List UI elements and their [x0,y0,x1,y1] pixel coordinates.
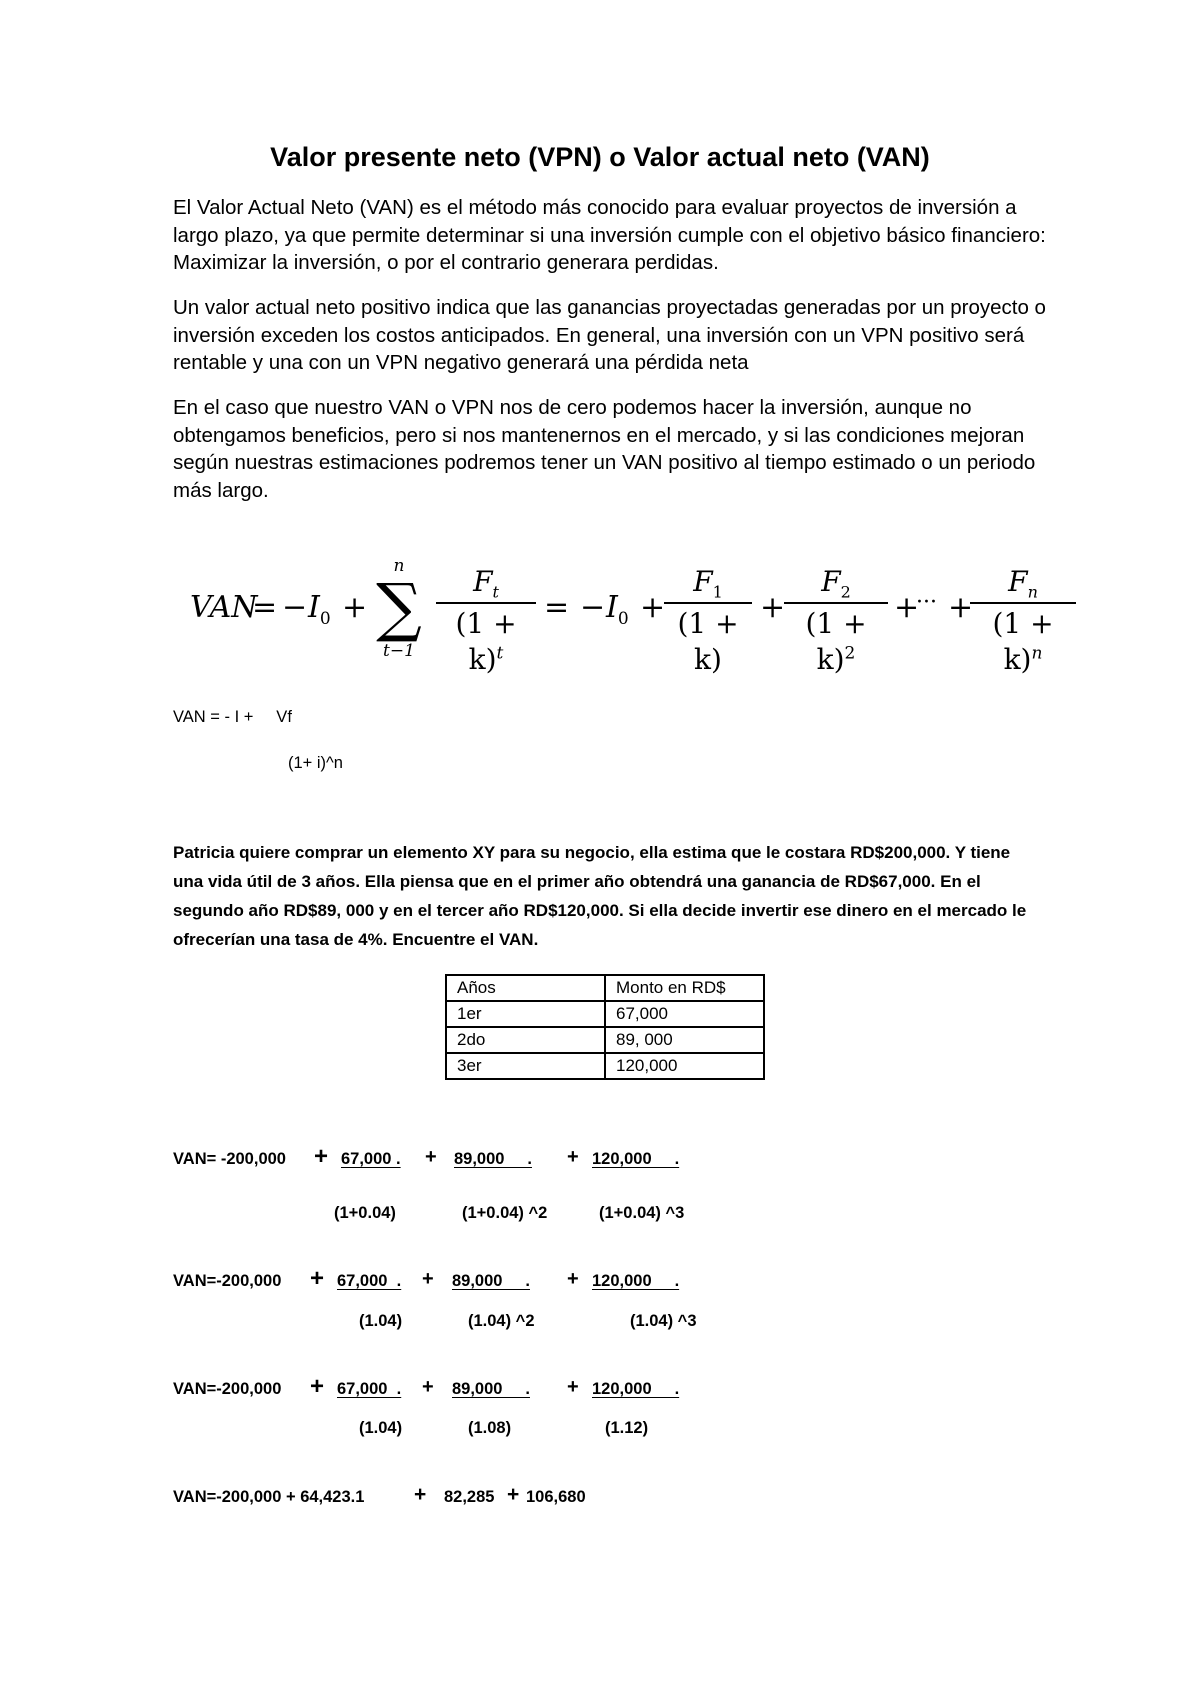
plus-sign: + [567,1376,579,1398]
fn-denominator-exponent: n [1031,643,1043,664]
fraction-f1 [664,564,752,678]
formula-minus-2: − [580,590,606,625]
table-row [446,1001,764,1027]
fraction-fn-numerator [970,564,1076,600]
ft-subscript: t [492,582,499,602]
van-formula [190,556,1054,682]
calc-step-1-num-1: 67,000 . [341,1150,401,1168]
fraction-ft-numerator [436,564,536,600]
calc-step-4-text-1: VAN=-200,000 + 64,423.1 [173,1488,365,1506]
formula-investment-subscript: 0 [319,609,331,629]
calc-step-2-den-2: (1.04) ^2 [468,1312,535,1330]
paragraph-positive-van: Un valor actual neto positivo indica que las ganancias proyectadas generadas por un proyecto o inversión exceden los costos anticipados. En general, una inversión con un VPN positivo será rentable y una con un VPN negativo generará una pérdida neta [173,296,1046,374]
summation [364,557,434,661]
plus-sign: + [414,1483,427,1506]
formula-investment-subscript-2: 0 [617,609,629,629]
table-cell-amount: 89, 000 [605,1027,764,1053]
fn-symbol: F [1008,565,1028,598]
plus-sign: + [425,1146,437,1168]
calc-step-2-num-3: 120,000 . [592,1272,680,1290]
table-cell-amount: 120,000 [605,1053,764,1079]
summation-lower-limit: t−1 [383,641,415,661]
plus-sign: + [567,1146,579,1168]
simple-formula-line2: (1+ i)^n [288,754,343,772]
table-header-amount: Monto en RD$ [605,975,764,1001]
table-cell-year: 2do [446,1027,605,1053]
calc-step-3-den-1: (1.04) [359,1419,403,1437]
calc-step-2-num-1: 67,000 . [337,1272,402,1290]
summation-symbol: ∑ [376,571,422,645]
calc-step-1-den-2: (1+0.04) ^2 [462,1204,548,1222]
f1-subscript: 1 [712,582,723,602]
paragraph-definition: El Valor Actual Neto (VAN) es el método más conocido para evaluar proyectos de inversión a largo plazo, ya que permite determinar si una inversión cumple con el objetivo básico financiero: Maximizar la inversión, o por el contrario generara perdidas. [173,196,1046,274]
fraction-bar [664,602,752,604]
paragraph-zero-van: En el caso que nuestro VAN o VPN nos de cero podemos hacer la inversión, aunque no obtengamos beneficios, pero si nos mantenernos en el mercado, y si las condiciones mejoran según nuestras estimaciones podremos tener un VAN positivo al tiempo estimado o un periodo más largo. [173,396,1036,502]
simple-formula-line1: VAN = - I + Vf [173,708,292,726]
fraction-ft-denominator [436,606,536,678]
calc-step-3-num-2: 89,000 . [452,1380,530,1398]
plus-sign: + [314,1143,329,1170]
calc-step-4-text-2: 82,285 [444,1488,495,1506]
problem-statement: Patricia quiere comprar un elemento XY para su negocio, ella estima que le costara RD$200,000. Y tiene una vida útil de 3 años. Ella piensa que en el primer año obtendrá una ganancia de RD$67,000. En el segundo año RD$89, 000 y en el tercer año RD$120,000. Si ella decide invertir ese dinero en el mercado le ofrecerían una tasa de 4%. Encuentre el VAN. [173,843,1027,949]
fraction-bar [970,602,1076,604]
formula-plus-2: + [640,590,666,625]
calc-step-4-text-3: 106,680 [526,1488,586,1506]
formula-plus: + [342,590,368,625]
formula-equals-2: = [544,590,570,625]
table-row [446,1053,764,1079]
formula-plus-5: + [948,590,974,625]
fn-subscript: n [1027,582,1038,602]
summation-upper-limit: n [393,556,405,576]
f1-symbol: F [693,565,713,598]
formula-ellipsis: ··· [916,590,937,615]
fraction-fn-denominator [970,606,1076,678]
f2-subscript: 2 [840,582,851,602]
ft-symbol: F [473,565,493,598]
table-header-years: Años [446,975,605,1001]
formula-investment-symbol-2: I [606,590,618,625]
calc-step-3-prefix: VAN=-200,000 [173,1380,282,1398]
formula-minus: − [282,590,308,625]
calc-step-3-den-3: (1.12) [605,1419,649,1437]
plus-sign: + [422,1268,434,1290]
f2-denominator-exponent: 2 [844,643,856,664]
ft-denominator-exponent: t [496,643,504,664]
fraction-f2-numerator [784,564,888,600]
plus-sign: + [310,1265,325,1292]
formula-equals: = [252,590,278,625]
table-cell-year: 1er [446,1001,605,1027]
calc-step-1-num-2: 89,000 . [454,1150,532,1168]
plus-sign: + [310,1373,325,1400]
calc-step-1-num-3: 120,000 . [592,1150,680,1168]
calc-step-2-prefix: VAN=-200,000 [173,1272,282,1290]
ft-denominator-base: (1 + k) [455,607,517,676]
page-title: Valor presente neto (VPN) o Valor actual neto (VAN) [270,142,930,172]
table-row [446,1027,764,1053]
formula-investment-symbol: I [308,590,320,625]
fn-denominator-base: (1 + k) [992,607,1054,676]
formula-plus-4: + [894,590,920,625]
cashflow-table [445,974,765,1080]
calc-step-3-num-1: 67,000 . [337,1380,402,1398]
table-cell-amount: 67,000 [605,1001,764,1027]
calc-step-2-den-3: (1.04) ^3 [630,1312,697,1330]
formula-investment-2 [606,590,629,629]
calc-step-1-den-1: (1+0.04) [334,1204,396,1222]
calc-step-2-den-1: (1.04) [359,1312,403,1330]
calc-step-1-den-3: (1+0.04) ^3 [599,1204,685,1222]
fraction-ft [436,564,536,678]
f2-denominator-base: (1 + k) [805,607,867,676]
fraction-f2 [784,564,888,678]
table-header-row [446,975,764,1001]
table-cell-year: 3er [446,1053,605,1079]
formula-investment [308,590,331,629]
fraction-f1-denominator: (1 + k) [677,607,739,676]
fraction-f2-denominator [784,606,888,678]
calc-step-3-den-2: (1.08) [468,1419,512,1437]
fraction-bar [784,602,888,604]
f2-symbol: F [821,565,841,598]
plus-sign: + [567,1268,579,1290]
fraction-f1-numerator [664,564,752,600]
plus-sign: + [422,1376,434,1398]
fraction-fn [970,564,1076,678]
fraction-bar [436,602,536,604]
formula-lhs: VAN [190,590,258,625]
formula-plus-3: + [760,590,786,625]
calc-step-1-prefix: VAN= -200,000 [173,1150,286,1168]
calc-step-2-num-2: 89,000 . [452,1272,530,1290]
plus-sign: + [507,1483,520,1506]
calc-step-3-num-3: 120,000 . [592,1380,680,1398]
